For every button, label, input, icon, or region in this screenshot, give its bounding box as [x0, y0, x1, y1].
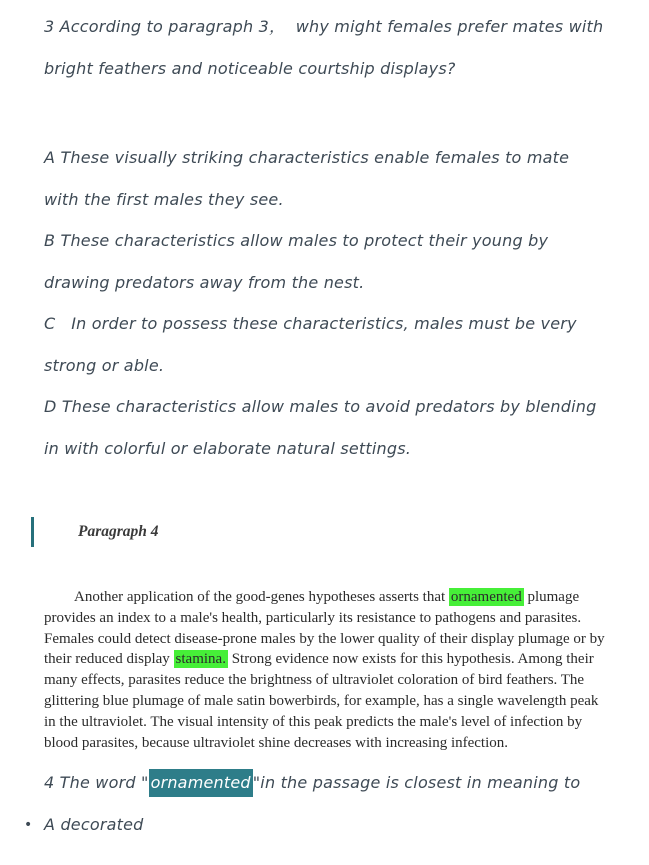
question-4-option-a-text: decorated — [55, 815, 144, 835]
option-a-text: These visually striking characteristics enable females to mate with the first males they see. — [44, 148, 575, 209]
passage-paragraph-4 — [44, 587, 610, 753]
question-4-text — [44, 769, 609, 797]
option-b-text: These characteristics allow males to protect their young by drawing predators away from the nest. — [44, 231, 554, 292]
question-3-option-d[interactable] — [44, 386, 609, 469]
question-3-option-a[interactable] — [44, 137, 609, 220]
question-3-options — [44, 137, 609, 469]
question-3-option-c[interactable] — [44, 303, 609, 386]
passage-highlight-stamina: stamina. — [175, 651, 226, 668]
passage-segment: plumage provides an index to a male's health, particularly its resistance to pathogens and parasites. Females could detect disease-prone males by the lower quality of their display plumage or by their reduced display — [44, 589, 605, 668]
question-4-suffix: "in the passage is closest in meaning to — [252, 773, 581, 793]
option-d-text: These characteristics allow males to avoid predators by blending in with colorful or elaborate natural settings. — [44, 397, 602, 458]
option-b-label: B — [44, 231, 56, 250]
paragraph-4-heading: Paragraph 4 — [78, 523, 159, 540]
passage-highlight-ornamented: ornamented — [450, 589, 522, 605]
question-3-option-b[interactable] — [44, 220, 609, 303]
question-4-option-a[interactable] — [24, 811, 609, 839]
question-3-text: 3 According to paragraph 3， why might females prefer mates with bright feathers and noticeable courtship displays? — [44, 17, 609, 78]
option-c-text: In order to possess these characteristics, males must be very strong or able. — [44, 314, 582, 375]
passage-segment: Another application of the good-genes hypotheses asserts that — [74, 589, 449, 605]
paragraph-4-heading-row — [44, 517, 609, 547]
question-4-prefix: 4 The word " — [44, 773, 149, 793]
bullet-icon: • — [24, 817, 33, 834]
option-a-label: A — [44, 148, 56, 167]
option-d-label: D — [44, 397, 57, 416]
passage-segment: Strong evidence now exists for this hypothesis. Among their many effects, parasites reduce the brightness of ultraviolet coloration of bird feathers. The glittering blue plumage of male satin bowerbirds, for example, has a single wavelength peak in the ultraviolet. The visual intensity of this peak predicts the male's level of infection by blood parasites, because ultraviolet shine decreases with increasing infection. — [44, 651, 599, 751]
question-4-option-a-label: A — [44, 815, 56, 835]
question-4-highlighted-word: ornamented — [149, 769, 253, 797]
option-c-label: C — [44, 314, 56, 333]
paragraph-marker-bar — [31, 517, 34, 547]
